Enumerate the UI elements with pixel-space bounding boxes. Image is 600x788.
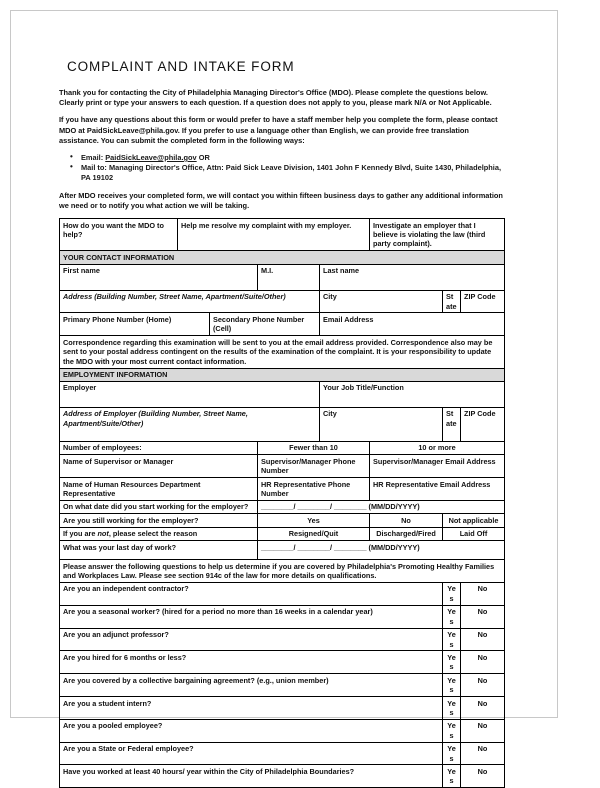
qualification-yes[interactable]: Yes — [443, 674, 461, 697]
address-field[interactable] — [60, 290, 320, 313]
qualification-no[interactable]: No — [461, 651, 505, 674]
table-row-supervisor — [60, 455, 505, 478]
table-row-still-working — [60, 514, 505, 527]
num-employees-option-more[interactable]: 10 or more — [370, 441, 505, 454]
qualification-question: Are you a student intern? — [60, 697, 443, 720]
qualification-yes[interactable]: Yes — [443, 719, 461, 742]
qualification-question: Are you a seasonal worker? (hired for a period no more than 16 weeks in a calendar year) — [60, 605, 443, 628]
qualification-yes[interactable]: Yes — [443, 697, 461, 720]
qualification-no[interactable]: No — [461, 628, 505, 651]
qualification-no[interactable]: No — [461, 674, 505, 697]
help-option-2-cell[interactable]: Investigate an employer that I believe is violating the law (third party complaint). — [370, 219, 505, 251]
middle-initial-field[interactable]: M.I. — [258, 264, 320, 290]
mail-method-value: Managing Director's Office, Attn: Paid Sick Leave Division, 1401 John F Kennedy Blvd, Suite 1430, Philadelphia, PA 19102 — [81, 163, 501, 183]
qualification-question: Are you an independent contractor? — [60, 582, 443, 605]
job-title-field[interactable]: Your Job Title/Function — [320, 381, 505, 407]
table-row — [60, 765, 505, 788]
qualification-yes[interactable]: Yes — [443, 582, 461, 605]
email-address-field[interactable]: Email Address — [320, 313, 505, 336]
employer-zip-field[interactable]: ZIP Code — [461, 407, 505, 441]
qualification-yes[interactable]: Yes — [443, 742, 461, 765]
contact-section-band: YOUR CONTACT INFORMATION — [60, 251, 505, 264]
supervisor-email-field[interactable]: Supervisor/Manager Email Address — [370, 455, 505, 478]
table-row-last-day — [60, 541, 505, 560]
table-row — [60, 628, 505, 651]
employer-city-field[interactable]: City — [320, 407, 443, 441]
intro-paragraph-2: If you have any questions about this form or would prefer to have a staff member help you complete the form, please contact MDO at PaidSickLeave@phila.gov. If you prefer to use a language other than English, we can provide free translation assistance. You can submit the completed form in the following ways: — [59, 115, 498, 145]
start-date-label: On what date did you start working for the employer? — [60, 500, 258, 513]
employer-field[interactable]: Employer — [60, 381, 320, 407]
reason-discharged[interactable]: Discharged/Fired — [370, 527, 443, 540]
complaint-intake-table — [59, 218, 505, 788]
table-row-correspondence-note — [60, 336, 505, 368]
last-day-field[interactable] — [258, 541, 505, 560]
num-employees-option-fewer[interactable]: Fewer than 10 — [258, 441, 370, 454]
table-row-qualifications-intro — [60, 560, 505, 583]
reason-resigned[interactable]: Resigned/Quit — [258, 527, 370, 540]
table-row — [60, 742, 505, 765]
secondary-phone-field[interactable]: Secondary Phone Number (Cell) — [210, 313, 320, 336]
table-row — [60, 674, 505, 697]
qualification-question: Are you hired for 6 months or less? — [60, 651, 443, 674]
help-option-1-cell[interactable]: Help me resolve my complaint with my employer. — [178, 219, 370, 251]
last-day-label: What was your last day of work? — [60, 541, 258, 560]
list-item-mail — [81, 163, 504, 183]
qualification-yes[interactable]: Yes — [443, 628, 461, 651]
primary-phone-field[interactable]: Primary Phone Number (Home) — [60, 313, 210, 336]
table-row — [60, 651, 505, 674]
supervisor-name-field[interactable]: Name of Supervisor or Manager — [60, 455, 258, 478]
state-field[interactable]: State — [443, 290, 461, 313]
hr-email-field[interactable]: HR Representative Email Address — [370, 478, 505, 501]
qualification-no[interactable]: No — [461, 765, 505, 788]
page-title: COMPLAINT AND INTAKE FORM — [67, 59, 295, 74]
table-row — [60, 605, 505, 628]
qualification-question: Are you covered by a collective bargaining agreement? (e.g., union member) — [60, 674, 443, 697]
first-name-field[interactable]: First name — [60, 264, 258, 290]
qualification-yes[interactable]: Yes — [443, 605, 461, 628]
help-question-cell: How do you want the MDO to help? — [60, 219, 178, 251]
submission-methods-list — [59, 153, 504, 184]
table-row-phones — [60, 313, 505, 336]
num-employees-label: Number of employees: — [60, 441, 258, 454]
still-working-label: Are you still working for the employer? — [60, 514, 258, 527]
still-working-no[interactable]: No — [370, 514, 443, 527]
table-row-reason — [60, 527, 505, 540]
employer-state-field[interactable]: State — [443, 407, 461, 441]
last-name-field[interactable]: Last name — [320, 264, 505, 290]
table-row-employment-band — [60, 368, 505, 381]
email-link[interactable]: PaidSickLeave@phila.gov — [105, 153, 197, 163]
qualification-no[interactable]: No — [461, 719, 505, 742]
still-working-not-applicable[interactable]: Not applicable — [443, 514, 505, 527]
last-day-blanks: ________/ ________/ ________ — [261, 542, 367, 552]
qualification-yes[interactable]: Yes — [443, 651, 461, 674]
document-body — [59, 59, 504, 788]
correspondence-note: Correspondence regarding this examination will be sent to you at the email address provided. Correspondence also may be sent to your postal address contingent on the results of the examination of the complaint. It is your responsibility to update the MDO with your most current contact information. — [60, 336, 505, 368]
qualifications-intro: Please answer the following questions to help us determine if you are covered by Philadelphia's Promoting Healthy Families and Workplaces Law. Please see section 914c of the law for more details on qualifications. — [60, 560, 505, 583]
qualification-no[interactable]: No — [461, 582, 505, 605]
employer-address-field[interactable] — [60, 407, 320, 441]
qualification-no[interactable]: No — [461, 742, 505, 765]
table-row — [60, 697, 505, 720]
document-page — [10, 10, 558, 786]
list-item-email — [81, 153, 504, 163]
email-method-label: Email: — [81, 153, 104, 163]
table-row — [60, 582, 505, 605]
reason-label — [60, 527, 258, 540]
qualification-yes[interactable]: Yes — [443, 765, 461, 788]
intro-paragraph-1: Thank you for contacting the City of Philadelphia Managing Director's Office (MDO). Please complete the questions below. Clearly print or type your answers to each question. If a question does not apply to you, please mark N/A or Not Applicable. — [59, 88, 492, 108]
table-row-contact-band — [60, 251, 505, 264]
table-row-address — [60, 290, 505, 313]
hr-phone-field[interactable]: HR Representative Phone Number — [258, 478, 370, 501]
qualification-question: Are you a State or Federal employee? — [60, 742, 443, 765]
last-day-format: (MM/DD/YYYY) — [368, 542, 420, 552]
start-date-field[interactable] — [258, 500, 505, 513]
qualification-no[interactable]: No — [461, 605, 505, 628]
mail-method-label: Mail to: — [81, 163, 107, 173]
reason-label-pre: If you are — [63, 529, 98, 539]
email-method-suffix: OR — [196, 153, 210, 163]
table-row-employer — [60, 381, 505, 407]
reason-label-post: , please select the reason — [108, 529, 198, 539]
qualification-question: Have you worked at least 40 hours/ year within the City of Philadelphia Boundaries? — [60, 765, 443, 788]
table-row — [60, 719, 505, 742]
start-date-blanks: ________/ ________/ ________ — [261, 502, 367, 512]
zip-field[interactable]: ZIP Code — [461, 290, 505, 313]
intro-paragraph-3: After MDO receives your completed form, we will contact you within fifteen business days to gather any additional information we need or to notify you what action we will be taking. — [59, 190, 503, 210]
qualification-question: Are you a pooled employee? — [60, 719, 443, 742]
table-row-employer-address — [60, 407, 505, 441]
hr-name-field[interactable]: Name of Human Resources Department Representative — [60, 478, 258, 501]
table-row-name — [60, 264, 505, 290]
city-field[interactable]: City — [320, 290, 443, 313]
table-row-num-employees — [60, 441, 505, 454]
start-date-format: (MM/DD/YYYY) — [368, 502, 420, 512]
still-working-yes[interactable]: Yes — [258, 514, 370, 527]
table-row-help — [60, 219, 505, 251]
reason-label-emphasis: not — [97, 529, 109, 539]
table-row-hr — [60, 478, 505, 501]
reason-laid-off[interactable]: Laid Off — [443, 527, 505, 540]
employment-section-band: EMPLOYMENT INFORMATION — [60, 368, 505, 381]
supervisor-phone-field[interactable]: Supervisor/Manager Phone Number — [258, 455, 370, 478]
qualification-no[interactable]: No — [461, 697, 505, 720]
qualification-question: Are you an adjunct professor? — [60, 628, 443, 651]
address-label: Address (Building Number, Street Name, Apartment/Suite/Other) — [63, 292, 286, 302]
employer-address-label: Address of Employer (Building Number, Street Name, Apartment/Suite/Other) — [63, 409, 248, 428]
table-row-start-date — [60, 500, 505, 513]
